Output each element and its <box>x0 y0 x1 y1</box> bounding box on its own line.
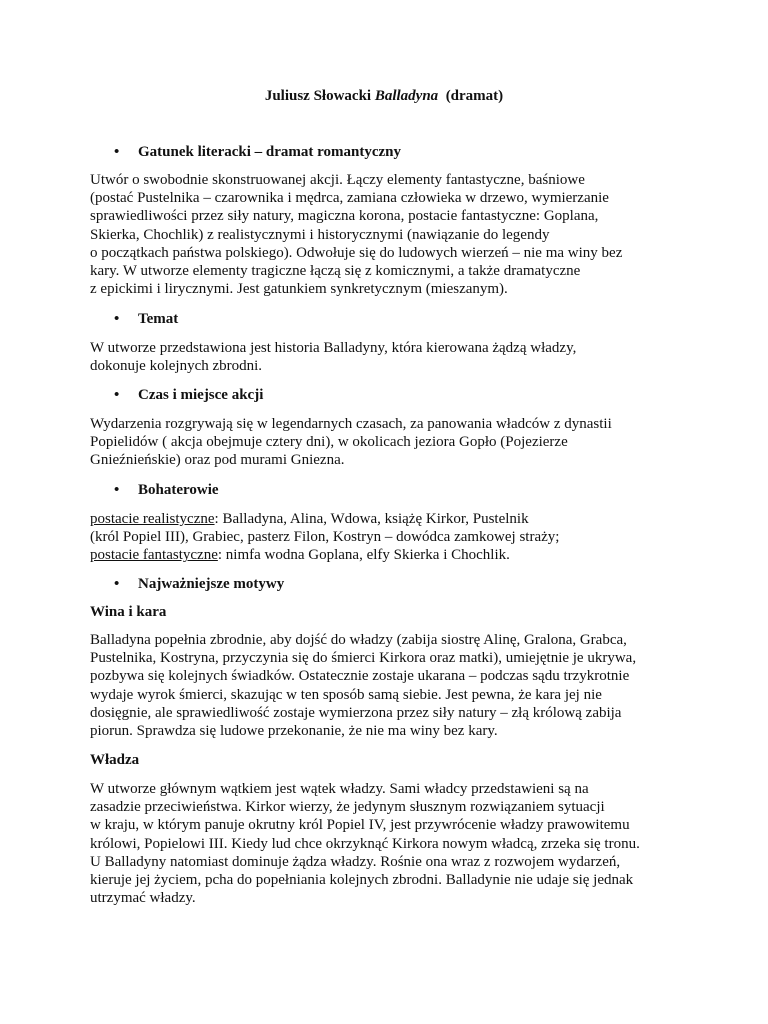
heading-text: Bohaterowie <box>138 482 219 498</box>
heading-text: Najważniejsze motywy <box>138 576 285 592</box>
paragraph-line: Wydarzenia rozgrywają się w legendarnych czasach, za panowania władców z dynastii <box>90 416 612 432</box>
paragraph-line: (król Popiel III), Grabiec, pasterz Filon, Kostryn – dowódca zamkowej straży; <box>90 529 560 546</box>
paragraph-line: Popielidów ( akcja obejmuje cztery dni), w okolicach jeziora Gopło (Pojezierze <box>90 434 568 451</box>
paragraph-line: wydaje wyrok śmierci, skazując w ten sposób samą siebie. Jest pewna, że kara jej nie <box>90 686 602 703</box>
paragraph-line: (postać Pustelnika – czarownika i mędrca, zamiana człowieka w drzewo, wymierzanie <box>90 190 609 207</box>
realistic-label: postacie realistyczne <box>90 511 215 527</box>
paragraph-line: Skierka, Chochlik) z realistycznymi i historycznymi (nawiązanie do legendy <box>90 226 550 243</box>
bullet-icon: • <box>114 482 120 498</box>
paragraph-line: o początkach państwa polskiego). Odwołuje się do ludowych wierzeń – nie ma winy bez <box>90 244 623 261</box>
subheading-wladza: Władza <box>90 752 140 768</box>
paragraph-line: W utworze przedstawiona jest historia Balladyny, która kierowana żądzą władzy, <box>90 340 577 356</box>
section-gatunek-heading <box>90 143 678 161</box>
paragraph-line: pozbywa się kolejnych świadków. Ostatecznie zostaje ukarana – podczas sądu trzykrotnie <box>90 668 630 685</box>
paragraph-line: dokonuje kolejnych zbrodni. <box>90 358 263 375</box>
section-wladza-heading <box>90 751 678 769</box>
section-wina-heading <box>90 603 678 621</box>
section-temat-body <box>90 339 678 375</box>
paragraph-line: piorun. Sprawdza się ludowe przekonanie, że nie ma winy bez kary. <box>90 723 498 740</box>
paragraph-line: Pustelnika, Kostryna, przyczynia się do śmierci Kirkora oraz matki), umiejętnie je ukrywa, <box>90 650 637 667</box>
realistic-text: : Balladyna, Alina, Wdowa, książę Kirkor, Pustelnik <box>214 511 529 527</box>
paragraph-line: zasadzie przeciwieństwa. Kirkor wierzy, że jedynym słusznym rozwiązaniem sytuacji <box>90 799 605 816</box>
paragraph-line: w kraju, w którym panuje okrutny król Popiel IV, jest przywrócenie władzy prawowitemu <box>90 817 630 834</box>
title-author: Juliusz Słowacki <box>264 88 372 104</box>
section-wina-body <box>90 631 678 740</box>
paragraph-line: królowi, Popielowi III. Kiedy lud chce okrzyknąć Kirkora nowym władcą, zrzeka się tronu. <box>90 835 640 852</box>
title-work: Balladyna <box>374 88 439 104</box>
characters-fantastic-line <box>90 546 678 564</box>
section-wladza-body <box>90 780 678 907</box>
section-gatunek-body <box>90 171 678 298</box>
paragraph-line: z epickimi i lirycznymi. Jest gatunkiem synkretycznym (mieszanym). <box>90 281 508 298</box>
characters-realistic-line <box>90 510 678 528</box>
section-motywy-heading <box>90 575 678 593</box>
paragraph-line: Utwór o swobodnie skonstruowanej akcji. Łączy elementy fantastyczne, baśniowe <box>90 172 585 188</box>
heading-text: Temat <box>138 311 179 327</box>
paragraph-line: W utworze głównym wątkiem jest wątek władzy. Sami władcy przedstawieni są na <box>90 781 589 797</box>
bullet-icon: • <box>114 387 120 403</box>
document-title <box>0 87 768 105</box>
fantastic-text: : nimfa wodna Goplana, elfy Skierka i Chochlik. <box>217 547 510 564</box>
paragraph-line: kieruje jej życiem, pcha do popełniania kolejnych zbrodni. Balladynie nie udaje się jednak <box>90 872 634 889</box>
fantastic-label: postacie fantastyczne <box>90 547 218 564</box>
section-czas-body <box>90 415 678 470</box>
paragraph-line: dosięgnie, ale sprawiedliwość zostaje wymierzona przez siły natury – złą królową zabija <box>90 704 622 721</box>
heading-text: Czas i miejsce akcji <box>138 387 264 403</box>
heading-text: Gatunek literacki – dramat romantyczny <box>138 144 402 160</box>
subheading-wina: Wina i kara <box>90 604 167 620</box>
section-bohaterowie-heading <box>90 481 678 499</box>
paragraph-line: U Balladyny natomiast dominuje żądza władzy. Rośnie ona wraz z rozwojem wydarzeń, <box>90 853 621 870</box>
paragraph-line: Balladyna popełnia zbrodnie, aby dojść do władzy (zabija siostrę Alinę, Gralona, Grabca, <box>90 632 627 648</box>
bullet-icon: • <box>114 576 120 592</box>
paragraph-line: kary. W utworze elementy tragiczne łączą się z komicznymi, a także dramatyczne <box>90 263 581 280</box>
paragraph-line: Gnieźnieńskie) oraz pod murami Gniezna. <box>90 452 345 469</box>
title-genre: (dramat) <box>445 88 504 104</box>
bullet-icon: • <box>114 144 120 160</box>
section-temat-heading <box>90 310 678 328</box>
section-bohaterowie-body <box>90 510 678 565</box>
section-czas-heading <box>90 386 678 404</box>
paragraph-line: utrzymać władzy. <box>90 890 196 907</box>
bullet-icon: • <box>114 311 120 327</box>
paragraph-line: sprawiedliwości przez siły natury, magiczna korona, postacie fantastyczne: Goplana, <box>90 208 599 225</box>
